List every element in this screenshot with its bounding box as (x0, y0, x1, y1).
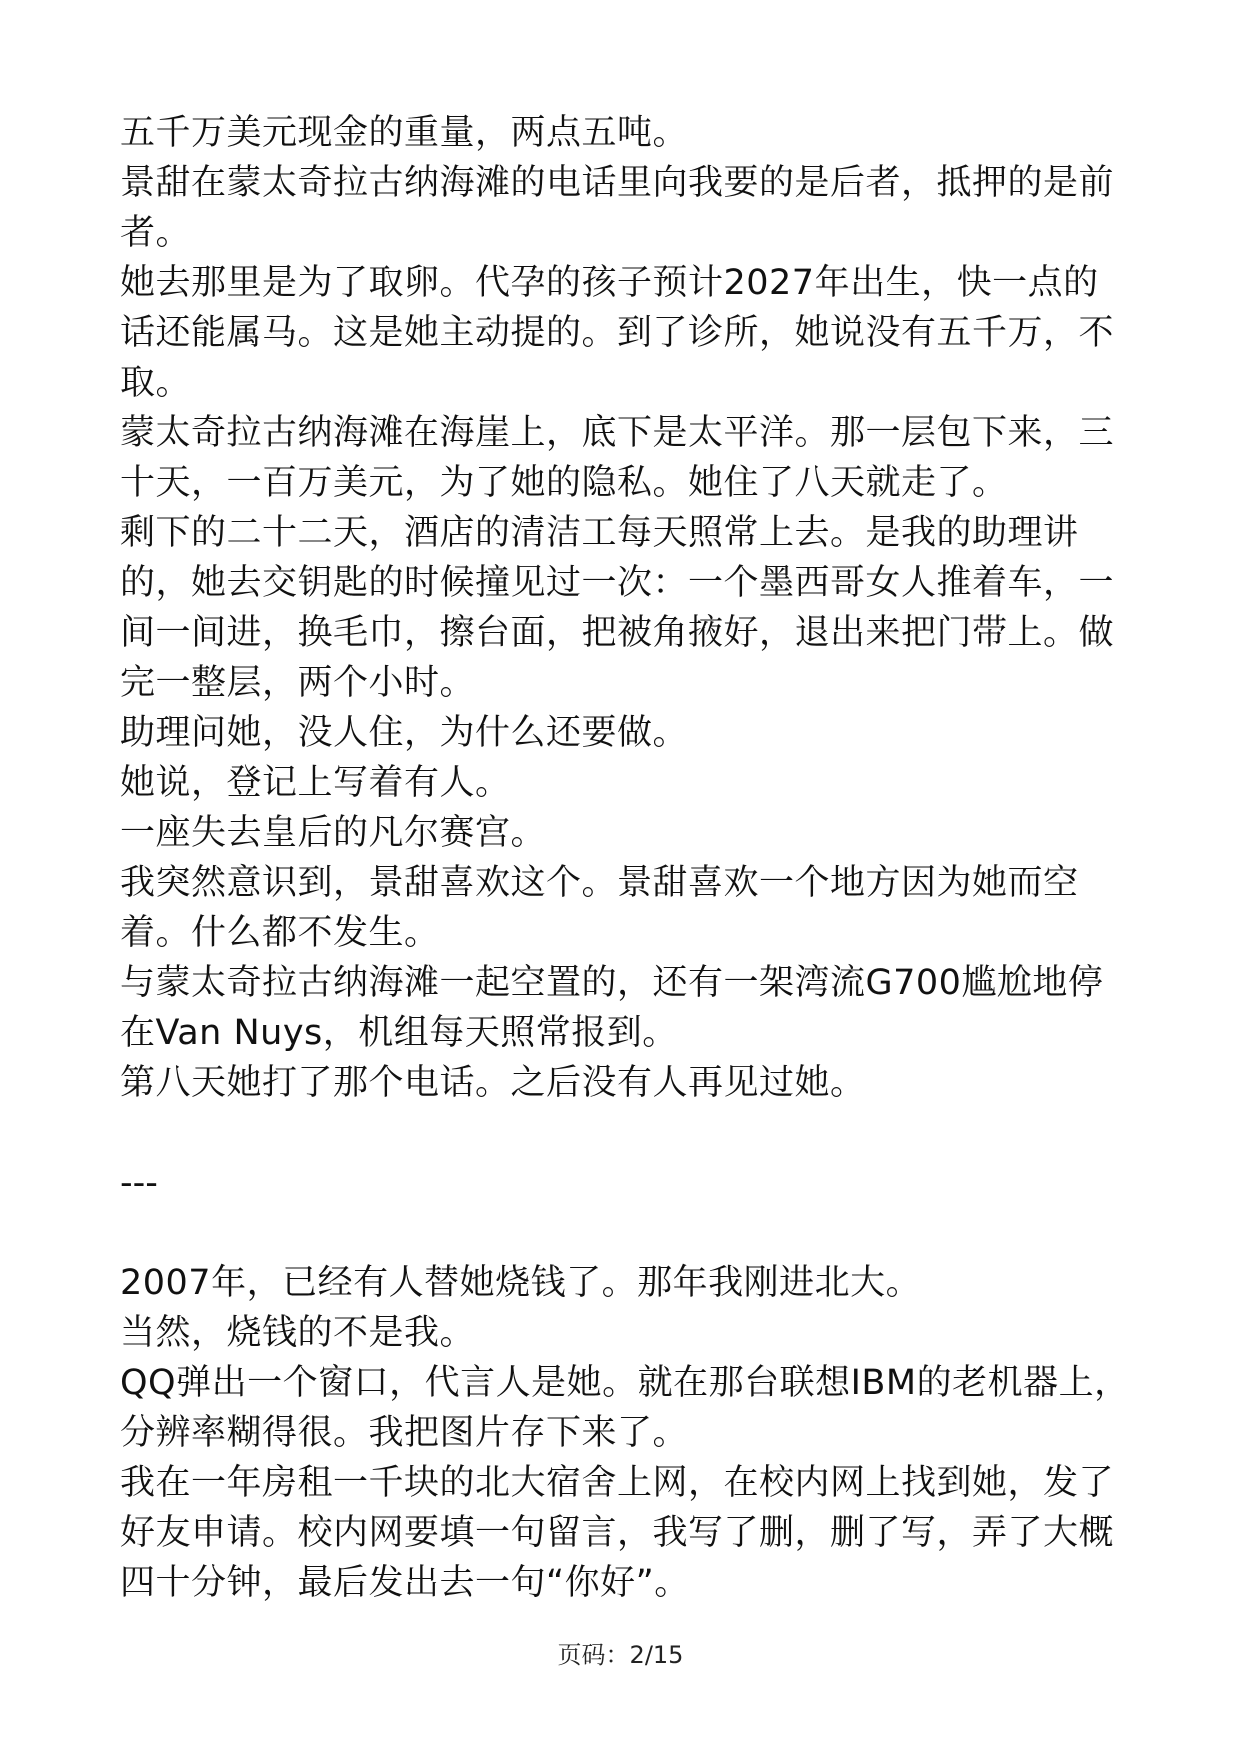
paragraph: 五千万美元现金的重量，两点五吨。 (120, 113, 689, 153)
paragraph: 与蒙太奇拉古纳海滩一起空置的，还有一架湾流G700尴尬地停在Van Nuys，机组每天照常报到。 (120, 963, 1104, 1053)
paragraph: 一座失去皇后的凡尔赛宫。 (120, 813, 547, 853)
paragraph: 2007年，已经有人替她烧钱了。那年我刚进北大。 (120, 1263, 922, 1303)
document-body (120, 108, 1130, 1608)
paragraph: 蒙太奇拉古纳海滩在海崖上，底下是太平洋。那一层包下来，三十天，一百万美元，为了她的隐私。她住了八天就走了。 (120, 413, 1115, 503)
paragraph: 我突然意识到，景甜喜欢这个。景甜喜欢一个地方因为她而空着。什么都不发生。 (120, 863, 1079, 953)
paragraph: 助理问她，没人住，为什么还要做。 (120, 713, 689, 753)
blank-line (120, 1208, 1130, 1258)
page-number: 页码：2/15 (557, 1641, 684, 1669)
paragraph: QQ弹出一个窗口，代言人是她。就在那台联想IBM的老机器上，分辨率糊得很。我把图片存下来了。 (120, 1363, 1130, 1453)
paragraph: 当然，烧钱的不是我。 (120, 1313, 476, 1353)
section-divider: --- (120, 1163, 158, 1203)
paragraph: 剩下的二十二天，酒店的清洁工每天照常上去。是我的助理讲的，她去交钥匙的时候撞见过一次：一个墨西哥女人推着车，一间一间进，换毛巾，擦台面，把被角掖好，退出来把门带上。做完一整层，两个小时。 (120, 513, 1115, 703)
paragraph: 我在一年房租一千块的北大宿舍上网，在校内网上找到她，发了好友申请。校内网要填一句留言，我写了删，删了写，弄了大概四十分钟，最后发出去一句“你好”。 (120, 1463, 1115, 1603)
paragraph: 第八天她打了那个电话。之后没有人再见过她。 (120, 1063, 866, 1103)
paragraph: 她说，登记上写着有人。 (120, 763, 511, 803)
paragraph: 景甜在蒙太奇拉古纳海滩的电话里向我要的是后者，抵押的是前者。 (120, 163, 1115, 253)
blank-line (120, 1108, 1130, 1158)
paragraph: 她去那里是为了取卵。代孕的孩子预计2027年出生，快一点的话还能属马。这是她主动提的。到了诊所，她说没有五千万，不取。 (120, 263, 1115, 403)
